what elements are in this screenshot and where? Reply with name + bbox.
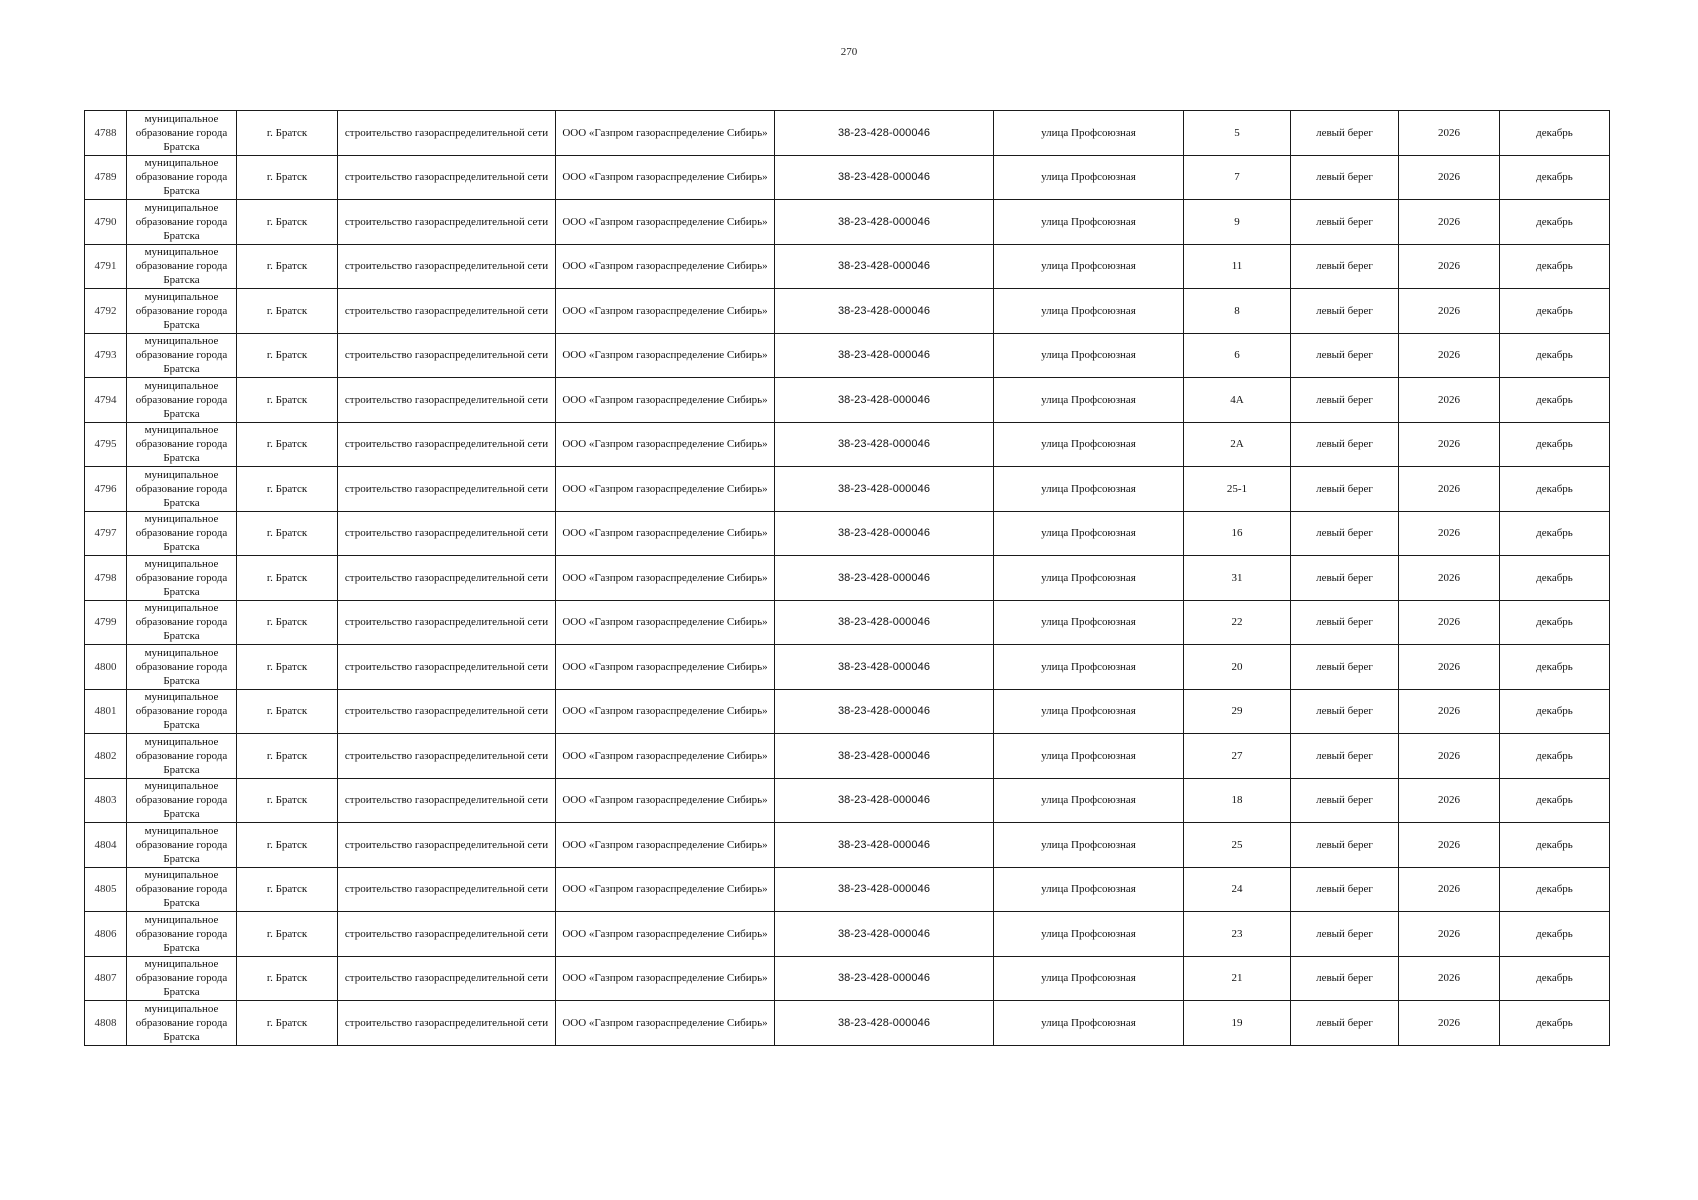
table-row bbox=[85, 823, 1610, 868]
object-code-cell: 38-23-428-000046 bbox=[775, 734, 994, 779]
street-cell: улица Профсоюзная bbox=[994, 1001, 1184, 1046]
city-cell: г. Братск bbox=[237, 378, 338, 423]
work-type-cell: строительство газораспределительной сети bbox=[338, 1001, 556, 1046]
municipality-cell: муниципальное образование города Братска bbox=[127, 422, 237, 467]
page-number: 270 bbox=[840, 46, 858, 58]
table-row bbox=[85, 422, 1610, 467]
table-row bbox=[85, 1001, 1610, 1046]
object-code-cell: 38-23-428-000046 bbox=[775, 200, 994, 245]
street-cell: улица Профсоюзная bbox=[994, 689, 1184, 734]
row-number-cell: 4801 bbox=[85, 689, 127, 734]
table-row bbox=[85, 734, 1610, 779]
company-cell: ООО «Газпром газораспределение Сибирь» bbox=[556, 200, 775, 245]
table-row bbox=[85, 556, 1610, 601]
city-bank-cell: левый берег bbox=[1291, 645, 1399, 690]
month-cell: декабрь bbox=[1500, 556, 1610, 601]
house-number-cell: 5 bbox=[1184, 111, 1291, 156]
city-bank-cell: левый берег bbox=[1291, 956, 1399, 1001]
company-cell: ООО «Газпром газораспределение Сибирь» bbox=[556, 912, 775, 957]
city-bank-cell: левый берег bbox=[1291, 200, 1399, 245]
house-number-cell: 19 bbox=[1184, 1001, 1291, 1046]
company-cell: ООО «Газпром газораспределение Сибирь» bbox=[556, 467, 775, 512]
city-cell: г. Братск bbox=[237, 111, 338, 156]
month-cell: декабрь bbox=[1500, 600, 1610, 645]
year-cell: 2026 bbox=[1399, 689, 1500, 734]
table-row bbox=[85, 956, 1610, 1001]
month-cell: декабрь bbox=[1500, 956, 1610, 1001]
row-number-cell: 4798 bbox=[85, 556, 127, 601]
work-type-cell: строительство газораспределительной сети bbox=[338, 467, 556, 512]
row-number-cell: 4804 bbox=[85, 823, 127, 868]
row-number-cell: 4802 bbox=[85, 734, 127, 779]
year-cell: 2026 bbox=[1399, 289, 1500, 334]
year-cell: 2026 bbox=[1399, 600, 1500, 645]
month-cell: декабрь bbox=[1500, 333, 1610, 378]
city-bank-cell: левый берег bbox=[1291, 111, 1399, 156]
city-cell: г. Братск bbox=[237, 778, 338, 823]
company-cell: ООО «Газпром газораспределение Сибирь» bbox=[556, 556, 775, 601]
city-cell: г. Братск bbox=[237, 333, 338, 378]
city-bank-cell: левый берег bbox=[1291, 467, 1399, 512]
company-cell: ООО «Газпром газораспределение Сибирь» bbox=[556, 111, 775, 156]
row-number-cell: 4807 bbox=[85, 956, 127, 1001]
house-number-cell: 27 bbox=[1184, 734, 1291, 779]
month-cell: декабрь bbox=[1500, 289, 1610, 334]
city-cell: г. Братск bbox=[237, 511, 338, 556]
year-cell: 2026 bbox=[1399, 422, 1500, 467]
year-cell: 2026 bbox=[1399, 734, 1500, 779]
work-type-cell: строительство газораспределительной сети bbox=[338, 155, 556, 200]
row-number-cell: 4796 bbox=[85, 467, 127, 512]
house-number-cell: 23 bbox=[1184, 912, 1291, 957]
work-type-cell: строительство газораспределительной сети bbox=[338, 244, 556, 289]
city-bank-cell: левый берег bbox=[1291, 1001, 1399, 1046]
city-bank-cell: левый берег bbox=[1291, 912, 1399, 957]
year-cell: 2026 bbox=[1399, 378, 1500, 423]
month-cell: декабрь bbox=[1500, 734, 1610, 779]
object-code-cell: 38-23-428-000046 bbox=[775, 289, 994, 334]
house-number-cell: 22 bbox=[1184, 600, 1291, 645]
year-cell: 2026 bbox=[1399, 867, 1500, 912]
city-bank-cell: левый берег bbox=[1291, 734, 1399, 779]
table-row bbox=[85, 333, 1610, 378]
city-cell: г. Братск bbox=[237, 422, 338, 467]
row-number-cell: 4789 bbox=[85, 155, 127, 200]
month-cell: декабрь bbox=[1500, 422, 1610, 467]
city-bank-cell: левый берег bbox=[1291, 600, 1399, 645]
work-type-cell: строительство газораспределительной сети bbox=[338, 734, 556, 779]
house-number-cell: 4А bbox=[1184, 378, 1291, 423]
street-cell: улица Профсоюзная bbox=[994, 600, 1184, 645]
company-cell: ООО «Газпром газораспределение Сибирь» bbox=[556, 689, 775, 734]
row-number-cell: 4795 bbox=[85, 422, 127, 467]
street-cell: улица Профсоюзная bbox=[994, 155, 1184, 200]
company-cell: ООО «Газпром газораспределение Сибирь» bbox=[556, 511, 775, 556]
month-cell: декабрь bbox=[1500, 378, 1610, 423]
year-cell: 2026 bbox=[1399, 556, 1500, 601]
company-cell: ООО «Газпром газораспределение Сибирь» bbox=[556, 1001, 775, 1046]
year-cell: 2026 bbox=[1399, 1001, 1500, 1046]
year-cell: 2026 bbox=[1399, 111, 1500, 156]
municipality-cell: муниципальное образование города Братска bbox=[127, 333, 237, 378]
company-cell: ООО «Газпром газораспределение Сибирь» bbox=[556, 600, 775, 645]
city-bank-cell: левый берег bbox=[1291, 823, 1399, 868]
house-number-cell: 8 bbox=[1184, 289, 1291, 334]
month-cell: декабрь bbox=[1500, 155, 1610, 200]
house-number-cell: 25-1 bbox=[1184, 467, 1291, 512]
street-cell: улица Профсоюзная bbox=[994, 289, 1184, 334]
company-cell: ООО «Газпром газораспределение Сибирь» bbox=[556, 645, 775, 690]
municipality-cell: муниципальное образование города Братска bbox=[127, 823, 237, 868]
month-cell: декабрь bbox=[1500, 778, 1610, 823]
work-type-cell: строительство газораспределительной сети bbox=[338, 378, 556, 423]
year-cell: 2026 bbox=[1399, 155, 1500, 200]
house-number-cell: 9 bbox=[1184, 200, 1291, 245]
house-number-cell: 11 bbox=[1184, 244, 1291, 289]
street-cell: улица Профсоюзная bbox=[994, 778, 1184, 823]
house-number-cell: 6 bbox=[1184, 333, 1291, 378]
city-cell: г. Братск bbox=[237, 155, 338, 200]
city-cell: г. Братск bbox=[237, 289, 338, 334]
city-cell: г. Братск bbox=[237, 912, 338, 957]
company-cell: ООО «Газпром газораспределение Сибирь» bbox=[556, 378, 775, 423]
street-cell: улица Профсоюзная bbox=[994, 556, 1184, 601]
table-row bbox=[85, 912, 1610, 957]
work-type-cell: строительство газораспределительной сети bbox=[338, 200, 556, 245]
municipality-cell: муниципальное образование города Братска bbox=[127, 556, 237, 601]
company-cell: ООО «Газпром газораспределение Сибирь» bbox=[556, 956, 775, 1001]
year-cell: 2026 bbox=[1399, 912, 1500, 957]
municipality-cell: муниципальное образование города Братска bbox=[127, 778, 237, 823]
month-cell: декабрь bbox=[1500, 200, 1610, 245]
municipality-cell: муниципальное образование города Братска bbox=[127, 467, 237, 512]
month-cell: декабрь bbox=[1500, 244, 1610, 289]
street-cell: улица Профсоюзная bbox=[994, 645, 1184, 690]
municipality-cell: муниципальное образование города Братска bbox=[127, 734, 237, 779]
city-cell: г. Братск bbox=[237, 556, 338, 601]
city-bank-cell: левый берег bbox=[1291, 511, 1399, 556]
object-code-cell: 38-23-428-000046 bbox=[775, 511, 994, 556]
table-row bbox=[85, 378, 1610, 423]
house-number-cell: 31 bbox=[1184, 556, 1291, 601]
year-cell: 2026 bbox=[1399, 645, 1500, 690]
city-cell: г. Братск bbox=[237, 467, 338, 512]
year-cell: 2026 bbox=[1399, 511, 1500, 556]
row-number-cell: 4808 bbox=[85, 1001, 127, 1046]
house-number-cell: 25 bbox=[1184, 823, 1291, 868]
city-bank-cell: левый берег bbox=[1291, 378, 1399, 423]
table-row bbox=[85, 600, 1610, 645]
work-type-cell: строительство газораспределительной сети bbox=[338, 956, 556, 1001]
object-code-cell: 38-23-428-000046 bbox=[775, 956, 994, 1001]
street-cell: улица Профсоюзная bbox=[994, 200, 1184, 245]
house-number-cell: 20 bbox=[1184, 645, 1291, 690]
month-cell: декабрь bbox=[1500, 867, 1610, 912]
municipality-cell: муниципальное образование города Братска bbox=[127, 912, 237, 957]
house-number-cell: 18 bbox=[1184, 778, 1291, 823]
city-cell: г. Братск bbox=[237, 244, 338, 289]
month-cell: декабрь bbox=[1500, 111, 1610, 156]
company-cell: ООО «Газпром газораспределение Сибирь» bbox=[556, 778, 775, 823]
street-cell: улица Профсоюзная bbox=[994, 378, 1184, 423]
row-number-cell: 4794 bbox=[85, 378, 127, 423]
object-code-cell: 38-23-428-000046 bbox=[775, 600, 994, 645]
work-type-cell: строительство газораспределительной сети bbox=[338, 422, 556, 467]
house-number-cell: 7 bbox=[1184, 155, 1291, 200]
street-cell: улица Профсоюзная bbox=[994, 111, 1184, 156]
row-number-cell: 4791 bbox=[85, 244, 127, 289]
company-cell: ООО «Газпром газораспределение Сибирь» bbox=[556, 289, 775, 334]
street-cell: улица Профсоюзная bbox=[994, 333, 1184, 378]
municipality-cell: муниципальное образование города Братска bbox=[127, 689, 237, 734]
house-number-cell: 21 bbox=[1184, 956, 1291, 1001]
city-cell: г. Братск bbox=[237, 600, 338, 645]
city-bank-cell: левый берег bbox=[1291, 689, 1399, 734]
company-cell: ООО «Газпром газораспределение Сибирь» bbox=[556, 155, 775, 200]
house-number-cell: 16 bbox=[1184, 511, 1291, 556]
house-number-cell: 24 bbox=[1184, 867, 1291, 912]
municipality-cell: муниципальное образование города Братска bbox=[127, 867, 237, 912]
object-code-cell: 38-23-428-000046 bbox=[775, 912, 994, 957]
row-number-cell: 4800 bbox=[85, 645, 127, 690]
work-type-cell: строительство газораспределительной сети bbox=[338, 823, 556, 868]
object-code-cell: 38-23-428-000046 bbox=[775, 378, 994, 423]
city-bank-cell: левый берег bbox=[1291, 289, 1399, 334]
table-body bbox=[85, 111, 1610, 1046]
month-cell: декабрь bbox=[1500, 1001, 1610, 1046]
street-cell: улица Профсоюзная bbox=[994, 823, 1184, 868]
municipality-cell: муниципальное образование города Братска bbox=[127, 111, 237, 156]
gasification-table bbox=[84, 110, 1610, 1046]
row-number-cell: 4799 bbox=[85, 600, 127, 645]
table-row bbox=[85, 645, 1610, 690]
company-cell: ООО «Газпром газораспределение Сибирь» bbox=[556, 867, 775, 912]
municipality-cell: муниципальное образование города Братска bbox=[127, 155, 237, 200]
row-number-cell: 4806 bbox=[85, 912, 127, 957]
company-cell: ООО «Газпром газораспределение Сибирь» bbox=[556, 244, 775, 289]
table-row bbox=[85, 867, 1610, 912]
work-type-cell: строительство газораспределительной сети bbox=[338, 778, 556, 823]
object-code-cell: 38-23-428-000046 bbox=[775, 422, 994, 467]
table-row bbox=[85, 778, 1610, 823]
object-code-cell: 38-23-428-000046 bbox=[775, 244, 994, 289]
street-cell: улица Профсоюзная bbox=[994, 467, 1184, 512]
company-cell: ООО «Газпром газораспределение Сибирь» bbox=[556, 734, 775, 779]
year-cell: 2026 bbox=[1399, 200, 1500, 245]
municipality-cell: муниципальное образование города Братска bbox=[127, 956, 237, 1001]
table-row bbox=[85, 155, 1610, 200]
municipality-cell: муниципальное образование города Братска bbox=[127, 600, 237, 645]
work-type-cell: строительство газораспределительной сети bbox=[338, 333, 556, 378]
object-code-cell: 38-23-428-000046 bbox=[775, 867, 994, 912]
municipality-cell: муниципальное образование города Братска bbox=[127, 244, 237, 289]
object-code-cell: 38-23-428-000046 bbox=[775, 778, 994, 823]
city-bank-cell: левый берег bbox=[1291, 422, 1399, 467]
street-cell: улица Профсоюзная bbox=[994, 734, 1184, 779]
city-cell: г. Братск bbox=[237, 200, 338, 245]
row-number-cell: 4790 bbox=[85, 200, 127, 245]
work-type-cell: строительство газораспределительной сети bbox=[338, 511, 556, 556]
city-bank-cell: левый берег bbox=[1291, 155, 1399, 200]
street-cell: улица Профсоюзная bbox=[994, 867, 1184, 912]
row-number-cell: 4793 bbox=[85, 333, 127, 378]
year-cell: 2026 bbox=[1399, 823, 1500, 868]
month-cell: декабрь bbox=[1500, 823, 1610, 868]
municipality-cell: муниципальное образование города Братска bbox=[127, 1001, 237, 1046]
street-cell: улица Профсоюзная bbox=[994, 244, 1184, 289]
house-number-cell: 29 bbox=[1184, 689, 1291, 734]
city-bank-cell: левый берег bbox=[1291, 333, 1399, 378]
company-cell: ООО «Газпром газораспределение Сибирь» bbox=[556, 333, 775, 378]
month-cell: декабрь bbox=[1500, 467, 1610, 512]
city-cell: г. Братск bbox=[237, 689, 338, 734]
row-number-cell: 4788 bbox=[85, 111, 127, 156]
year-cell: 2026 bbox=[1399, 244, 1500, 289]
house-number-cell: 2А bbox=[1184, 422, 1291, 467]
city-cell: г. Братск bbox=[237, 645, 338, 690]
city-cell: г. Братск bbox=[237, 823, 338, 868]
work-type-cell: строительство газораспределительной сети bbox=[338, 289, 556, 334]
city-bank-cell: левый берег bbox=[1291, 244, 1399, 289]
month-cell: декабрь bbox=[1500, 689, 1610, 734]
municipality-cell: муниципальное образование города Братска bbox=[127, 645, 237, 690]
city-cell: г. Братск bbox=[237, 1001, 338, 1046]
row-number-cell: 4797 bbox=[85, 511, 127, 556]
street-cell: улица Профсоюзная bbox=[994, 956, 1184, 1001]
object-code-cell: 38-23-428-000046 bbox=[775, 111, 994, 156]
work-type-cell: строительство газораспределительной сети bbox=[338, 689, 556, 734]
object-code-cell: 38-23-428-000046 bbox=[775, 155, 994, 200]
object-code-cell: 38-23-428-000046 bbox=[775, 333, 994, 378]
month-cell: декабрь bbox=[1500, 511, 1610, 556]
city-bank-cell: левый берег bbox=[1291, 778, 1399, 823]
municipality-cell: муниципальное образование города Братска bbox=[127, 378, 237, 423]
year-cell: 2026 bbox=[1399, 467, 1500, 512]
year-cell: 2026 bbox=[1399, 778, 1500, 823]
company-cell: ООО «Газпром газораспределение Сибирь» bbox=[556, 823, 775, 868]
table-row bbox=[85, 467, 1610, 512]
city-bank-cell: левый берег bbox=[1291, 556, 1399, 601]
municipality-cell: муниципальное образование города Братска bbox=[127, 200, 237, 245]
table-row bbox=[85, 511, 1610, 556]
street-cell: улица Профсоюзная bbox=[994, 511, 1184, 556]
table-row bbox=[85, 200, 1610, 245]
object-code-cell: 38-23-428-000046 bbox=[775, 645, 994, 690]
work-type-cell: строительство газораспределительной сети bbox=[338, 556, 556, 601]
work-type-cell: строительство газораспределительной сети bbox=[338, 912, 556, 957]
year-cell: 2026 bbox=[1399, 956, 1500, 1001]
row-number-cell: 4805 bbox=[85, 867, 127, 912]
city-cell: г. Братск bbox=[237, 867, 338, 912]
work-type-cell: строительство газораспределительной сети bbox=[338, 111, 556, 156]
table-row bbox=[85, 111, 1610, 156]
table-row bbox=[85, 244, 1610, 289]
city-cell: г. Братск bbox=[237, 734, 338, 779]
object-code-cell: 38-23-428-000046 bbox=[775, 556, 994, 601]
row-number-cell: 4803 bbox=[85, 778, 127, 823]
city-cell: г. Братск bbox=[237, 956, 338, 1001]
work-type-cell: строительство газораспределительной сети bbox=[338, 867, 556, 912]
month-cell: декабрь bbox=[1500, 912, 1610, 957]
table-row bbox=[85, 689, 1610, 734]
work-type-cell: строительство газораспределительной сети bbox=[338, 600, 556, 645]
object-code-cell: 38-23-428-000046 bbox=[775, 1001, 994, 1046]
table-row bbox=[85, 289, 1610, 334]
month-cell: декабрь bbox=[1500, 645, 1610, 690]
street-cell: улица Профсоюзная bbox=[994, 912, 1184, 957]
municipality-cell: муниципальное образование города Братска bbox=[127, 511, 237, 556]
year-cell: 2026 bbox=[1399, 333, 1500, 378]
city-bank-cell: левый берег bbox=[1291, 867, 1399, 912]
street-cell: улица Профсоюзная bbox=[994, 422, 1184, 467]
work-type-cell: строительство газораспределительной сети bbox=[338, 645, 556, 690]
municipality-cell: муниципальное образование города Братска bbox=[127, 289, 237, 334]
company-cell: ООО «Газпром газораспределение Сибирь» bbox=[556, 422, 775, 467]
object-code-cell: 38-23-428-000046 bbox=[775, 467, 994, 512]
object-code-cell: 38-23-428-000046 bbox=[775, 823, 994, 868]
object-code-cell: 38-23-428-000046 bbox=[775, 689, 994, 734]
row-number-cell: 4792 bbox=[85, 289, 127, 334]
